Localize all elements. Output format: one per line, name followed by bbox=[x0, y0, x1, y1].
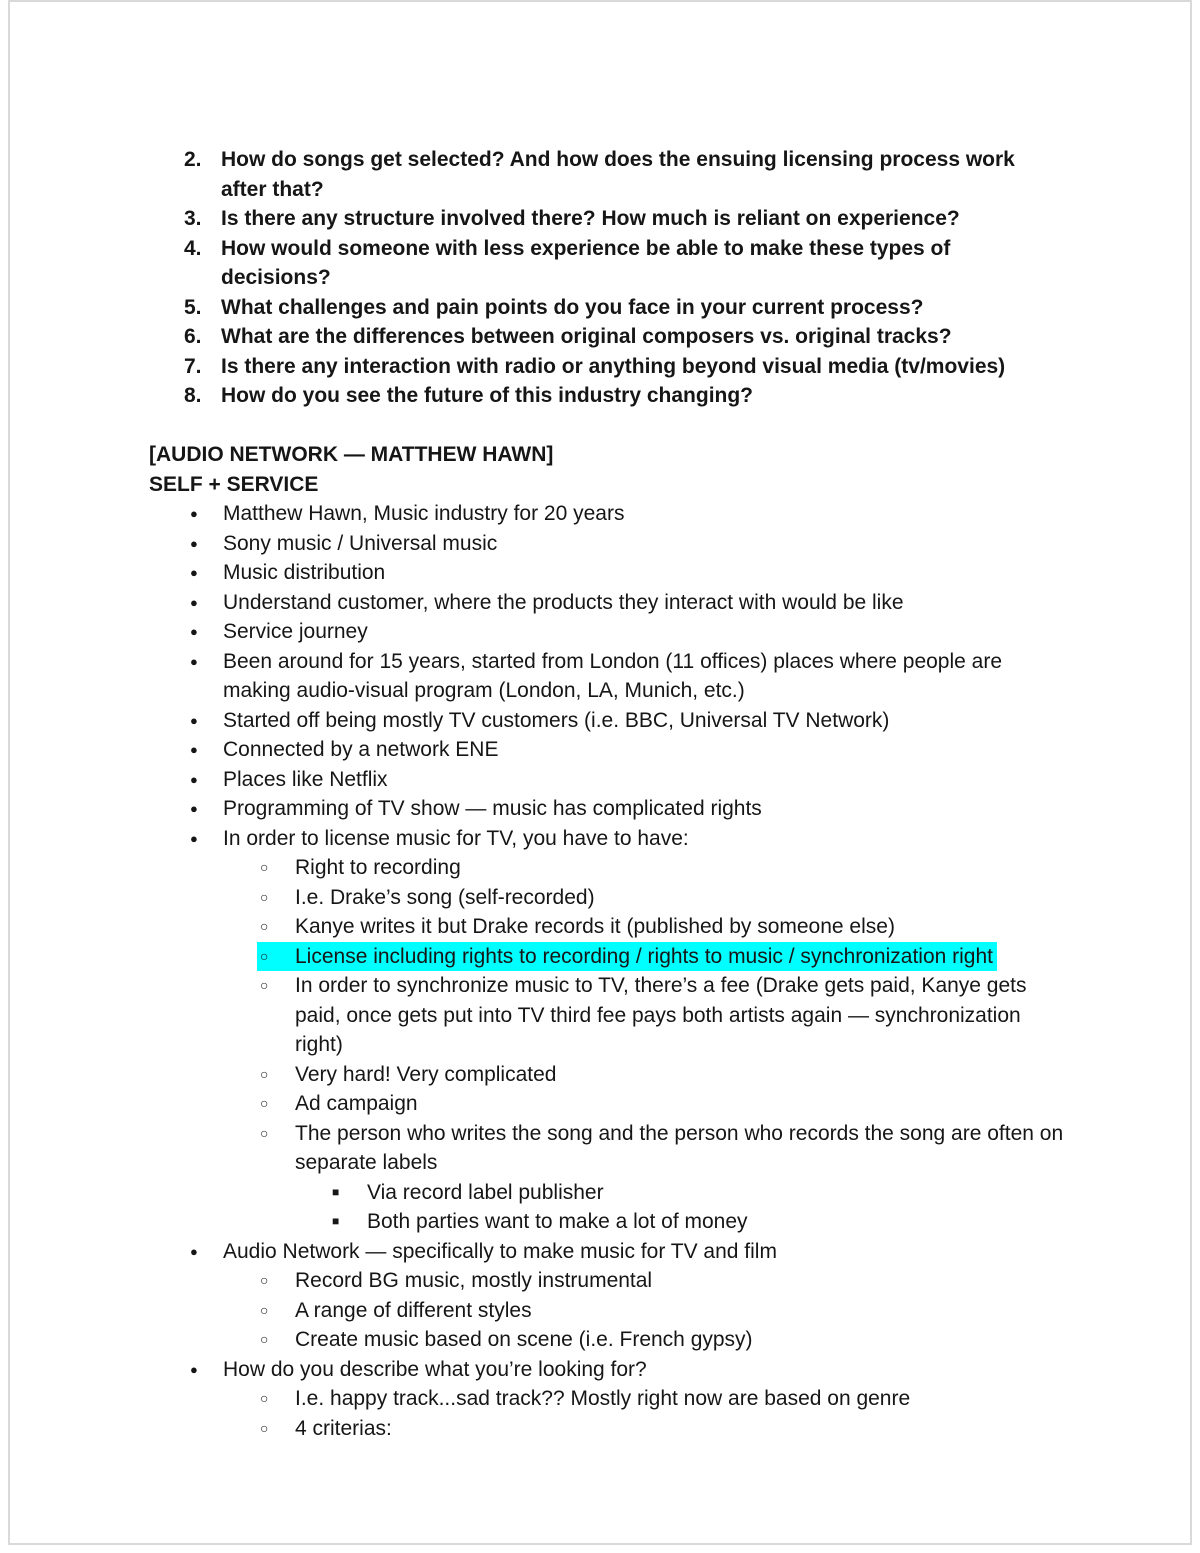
bullet-circle-icon: ○ bbox=[260, 1301, 269, 1318]
note-item bbox=[257, 853, 1064, 883]
note-text: Places like Netflix bbox=[223, 767, 388, 791]
note-item bbox=[257, 912, 1064, 942]
note-text: Programming of TV show — music has complicated rights bbox=[223, 797, 762, 820]
question-number: 8. bbox=[184, 384, 202, 407]
note-item bbox=[185, 735, 1064, 765]
bullet-circle-icon: ○ bbox=[260, 1419, 269, 1436]
question-number: 5. bbox=[184, 295, 202, 319]
note-item-highlighted bbox=[257, 942, 997, 972]
note-text: Very hard! Very complicated bbox=[295, 1062, 557, 1086]
question-number: 4. bbox=[184, 236, 202, 260]
note-text: Music distribution bbox=[223, 561, 386, 584]
question-number: 2. bbox=[184, 148, 202, 171]
question-text: Is there any interaction with radio or anything beyond visual media (tv/movies) bbox=[221, 354, 1006, 378]
question-item bbox=[149, 381, 1064, 411]
bullet-square-icon: ■ bbox=[332, 1214, 340, 1228]
question-item bbox=[149, 204, 1064, 234]
bullet-circle-icon: ○ bbox=[260, 1065, 269, 1082]
note-item bbox=[185, 1237, 1064, 1267]
note-text: Audio Network — specifically to make music for TV and film bbox=[223, 1239, 777, 1263]
note-item bbox=[185, 499, 1064, 529]
note-item bbox=[185, 558, 1064, 588]
question-item bbox=[149, 322, 1064, 352]
note-text: Understand customer, where the products they interact with would be like bbox=[223, 590, 904, 614]
note-item bbox=[257, 883, 1064, 913]
bullet-circle-icon: ○ bbox=[260, 1095, 269, 1111]
question-number: 7. bbox=[184, 354, 202, 378]
note-text: License including rights to recording / rights to music / synchronization right bbox=[295, 944, 994, 968]
question-list bbox=[149, 145, 1064, 411]
note-text: I.e. happy track...sad track?? Mostly right now are based on genre bbox=[295, 1387, 911, 1410]
bullet-circle-icon: ○ bbox=[260, 1124, 269, 1141]
note-item bbox=[185, 617, 1064, 647]
note-text: A range of different styles bbox=[295, 1298, 532, 1322]
section-header: [AUDIO NETWORK — MATTHEW HAWN] bbox=[149, 443, 554, 466]
note-item bbox=[257, 1060, 1064, 1090]
question-item bbox=[149, 145, 1064, 204]
note-item bbox=[257, 971, 1064, 1060]
note-text: How do you describe what you’re looking for? bbox=[223, 1357, 647, 1381]
bullet-disc-icon: ● bbox=[190, 712, 198, 728]
question-item bbox=[149, 293, 1064, 323]
note-text: Both parties want to make a lot of money bbox=[367, 1210, 748, 1233]
note-item bbox=[185, 529, 1064, 559]
question-text: What challenges and pain points do you face in your current process? bbox=[221, 295, 924, 319]
bullet-disc-icon: ● bbox=[190, 565, 198, 580]
note-text: The person who writes the song and the person who records the song are often on separate labels bbox=[295, 1121, 1064, 1174]
note-text: Matthew Hawn, Music industry for 20 years bbox=[223, 502, 625, 525]
note-item bbox=[329, 1207, 1064, 1237]
section-headers bbox=[149, 440, 1064, 499]
note-item bbox=[257, 1266, 1064, 1296]
note-item bbox=[257, 1325, 1064, 1355]
bullet-disc-icon: ● bbox=[190, 830, 198, 846]
bullet-disc-icon: ● bbox=[190, 1243, 198, 1259]
bullet-circle-icon: ○ bbox=[260, 1390, 269, 1406]
question-number: 3. bbox=[184, 207, 202, 230]
bullet-circle-icon: ○ bbox=[260, 1331, 269, 1347]
note-item bbox=[185, 706, 1064, 736]
note-item bbox=[257, 1119, 1064, 1178]
note-text: Connected by a network ENE bbox=[223, 738, 499, 761]
bullet-circle-icon: ○ bbox=[260, 977, 269, 993]
note-text: Service journey bbox=[223, 620, 368, 643]
note-text: Right to recording bbox=[295, 856, 461, 879]
bullet-circle-icon: ○ bbox=[260, 859, 269, 875]
note-item bbox=[257, 1414, 1064, 1444]
note-item bbox=[257, 1296, 1064, 1326]
document-content bbox=[10, 2, 1064, 1443]
notes-list bbox=[149, 499, 1064, 1443]
note-item bbox=[329, 1178, 1064, 1208]
note-text: 4 criterias: bbox=[295, 1416, 392, 1440]
note-item bbox=[257, 1089, 1064, 1119]
subsection-header: SELF + SERVICE bbox=[149, 472, 319, 496]
note-item bbox=[185, 824, 1064, 854]
note-text: Sony music / Universal music bbox=[223, 531, 498, 555]
note-text: Record BG music, mostly instrumental bbox=[295, 1269, 653, 1292]
bullet-circle-icon: ○ bbox=[260, 947, 269, 964]
note-text: In order to synchronize music to TV, there’s a fee (Drake gets paid, Kanye gets paid, once gets put into TV third fee pays both artists again — synchronization right) bbox=[295, 974, 1027, 1056]
note-item bbox=[185, 647, 1064, 706]
question-text: What are the differences between original composers vs. original tracks? bbox=[221, 325, 952, 348]
bullet-disc-icon: ● bbox=[190, 506, 198, 521]
bullet-circle-icon: ○ bbox=[260, 918, 269, 934]
note-text: I.e. Drake’s song (self-recorded) bbox=[295, 885, 595, 909]
question-text: How do songs get selected? And how does the ensuing licensing process work after that? bbox=[221, 148, 1015, 201]
question-text: How do you see the future of this industry changing? bbox=[221, 384, 754, 407]
note-text: Via record label publisher bbox=[367, 1180, 604, 1204]
document-page bbox=[8, 0, 1192, 1545]
question-item bbox=[149, 352, 1064, 382]
question-item bbox=[149, 234, 1064, 293]
note-text: Kanye writes it but Drake records it (published by someone else) bbox=[295, 915, 895, 938]
question-number: 6. bbox=[184, 325, 202, 348]
bullet-disc-icon: ● bbox=[190, 624, 198, 639]
bullet-circle-icon: ○ bbox=[260, 888, 269, 905]
note-item bbox=[257, 1384, 1064, 1414]
note-text: Ad campaign bbox=[295, 1092, 418, 1115]
note-text: Been around for 15 years, started from London (11 offices) places where people are making audio-visual program (London, LA, Munich, etc.) bbox=[223, 649, 1003, 702]
bullet-disc-icon: ● bbox=[190, 535, 198, 551]
note-text: Started off being mostly TV customers (i.e. BBC, Universal TV Network) bbox=[223, 708, 890, 732]
note-text: Create music based on scene (i.e. French gypsy) bbox=[295, 1328, 753, 1351]
bullet-disc-icon: ● bbox=[190, 801, 198, 816]
bullet-disc-icon: ● bbox=[190, 653, 198, 669]
question-text: How would someone with less experience be able to make these types of decisions? bbox=[221, 236, 951, 289]
note-item bbox=[185, 765, 1064, 795]
note-item bbox=[185, 794, 1064, 824]
bullet-circle-icon: ○ bbox=[260, 1272, 269, 1288]
question-text: Is there any structure involved there? How much is reliant on experience? bbox=[221, 207, 960, 230]
bullet-square-icon: ■ bbox=[332, 1184, 340, 1199]
bullet-disc-icon: ● bbox=[190, 594, 198, 610]
bullet-disc-icon: ● bbox=[190, 742, 198, 757]
bullet-disc-icon: ● bbox=[190, 771, 198, 787]
bullet-disc-icon: ● bbox=[190, 1361, 198, 1377]
note-item bbox=[185, 1355, 1064, 1385]
note-text: In order to license music for TV, you have to have: bbox=[223, 826, 689, 850]
note-item bbox=[185, 588, 1064, 618]
